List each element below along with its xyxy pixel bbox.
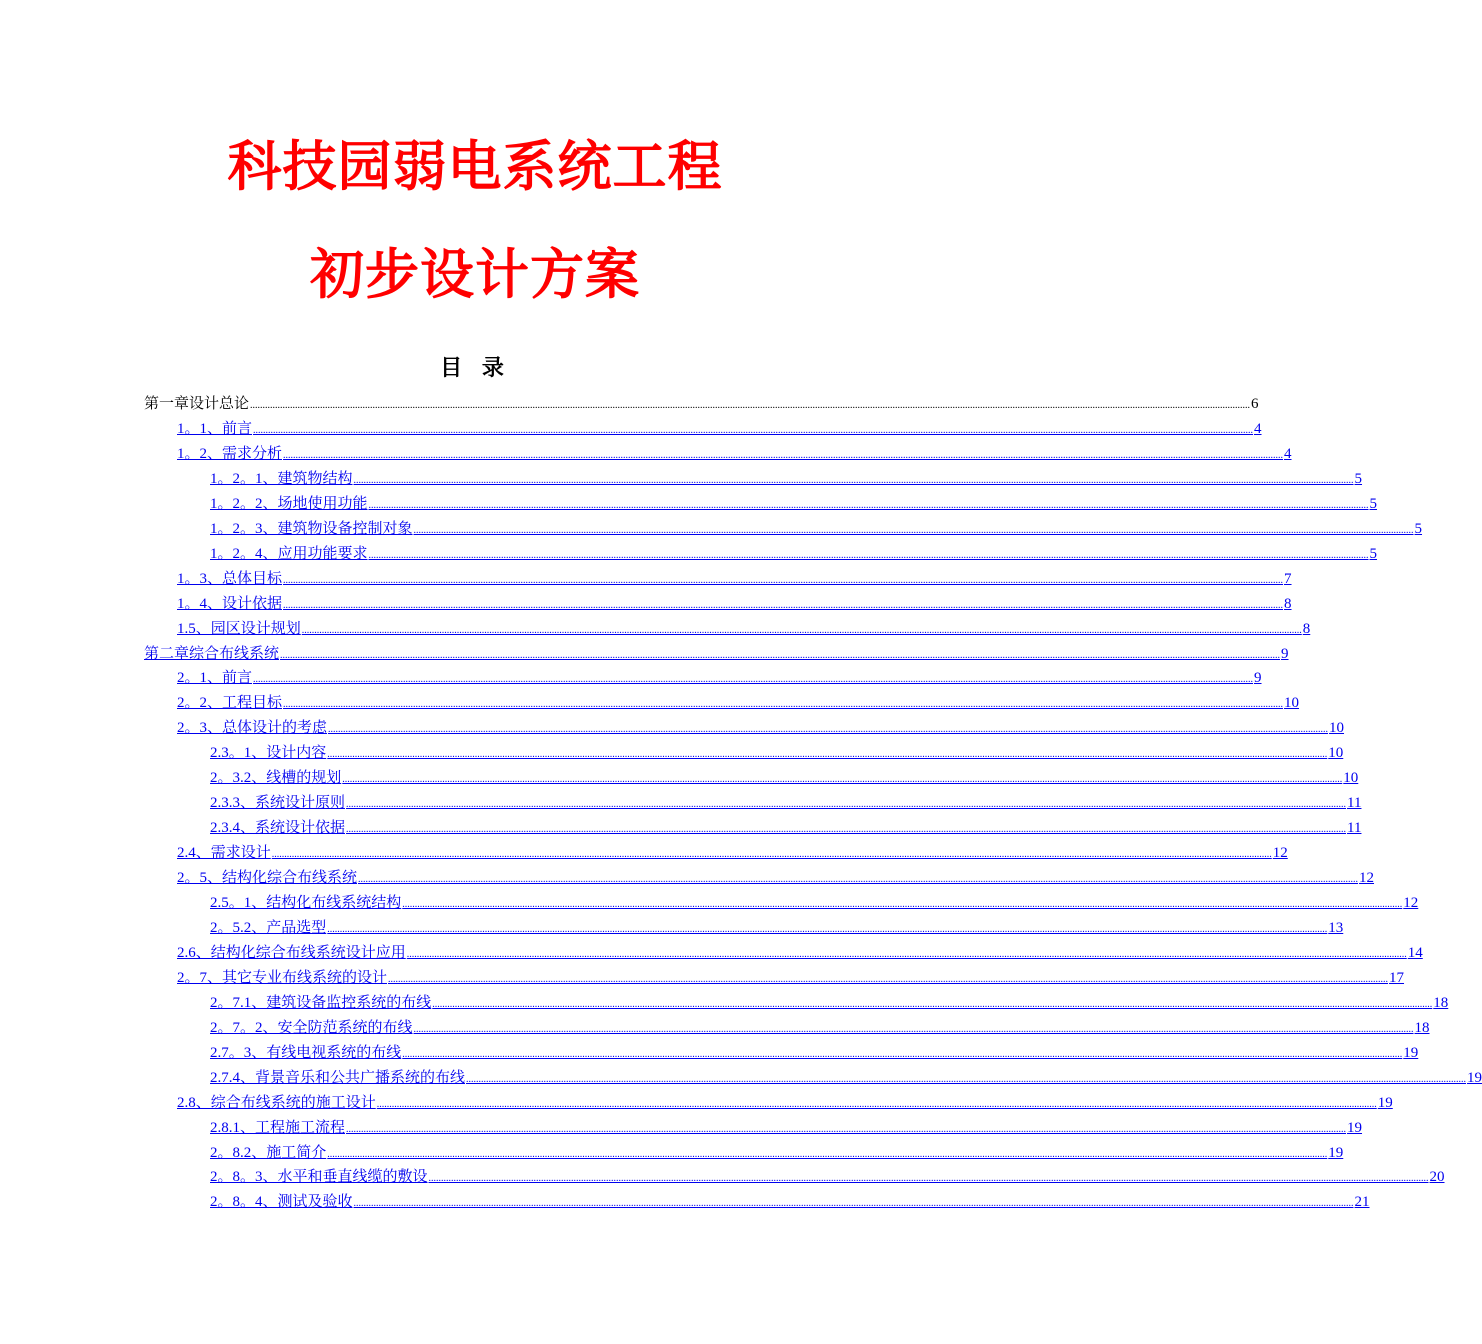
toc-entry-page-number: 21 <box>1354 1194 1370 1210</box>
toc-entry-label: 2。2、工程目标 <box>177 695 283 711</box>
toc-entry-page-number: 8 <box>1284 596 1292 612</box>
toc-entry-label: 2.6、结构化综合布线系统设计应用 <box>177 945 406 961</box>
toc-entry-page-number: 12 <box>1272 845 1288 861</box>
toc-entry-label: 2。7.1、建筑设备监控系统的布线 <box>210 995 432 1011</box>
toc-entry-label: 2。1、前言 <box>177 670 253 686</box>
toc-entry-label: 2。8.2、施工简介 <box>210 1145 327 1161</box>
toc-entry-label: 2.7。3、有线电视系统的布线 <box>210 1045 402 1061</box>
toc-entry-page-number: 11 <box>1347 795 1362 811</box>
toc-entry-page-number: 6 <box>1251 396 1259 412</box>
toc-entry-page-number: 4 <box>1254 421 1262 437</box>
toc-dot-leader: ................................................................................................................................................................................................................................................................................................................................................................................................................ <box>253 674 1254 685</box>
toc-entry[interactable] <box>144 643 1289 663</box>
toc-dot-leader: ................................................................................................................................................................................................................................................................................................................................................................................................................ <box>301 625 1302 636</box>
toc-entry-page-number: 5 <box>1369 546 1378 562</box>
toc-entry[interactable] <box>210 792 1362 812</box>
toc-entry-page-number: 19 <box>1377 1095 1393 1111</box>
toc-dot-leader: ................................................................................................................................................................................................................................................................................................................................................................................................................ <box>342 774 1343 785</box>
toc-entry[interactable] <box>210 1067 1482 1087</box>
toc-entry[interactable] <box>177 867 1375 887</box>
toc-dot-leader: ................................................................................................................................................................................................................................................................................................................................................................................................................ <box>376 1099 1377 1110</box>
toc-dot-leader: ................................................................................................................................................................................................................................................................................................................................................................................................................ <box>413 1024 1414 1035</box>
toc-entry[interactable] <box>210 742 1344 762</box>
toc-entry-label: 2。5.2、产品选型 <box>210 920 327 936</box>
toc-entry[interactable] <box>210 1191 1370 1211</box>
toc-dot-leader: ................................................................................................................................................................................................................................................................................................................................................................................................................ <box>402 899 1403 910</box>
toc-dot-leader: ................................................................................................................................................................................................................................................................................................................................................................................................................ <box>346 799 1347 810</box>
toc-entry-label: 2。3、总体设计的考虑 <box>177 720 328 736</box>
toc-entry-page-number: 10 <box>1284 695 1300 711</box>
toc-entry-page-number: 11 <box>1347 820 1362 836</box>
toc-entry-label: 2.3。1、设计内容 <box>210 745 327 761</box>
toc-dot-leader: ................................................................................................................................................................................................................................................................................................................................................................................................................ <box>466 1074 1467 1085</box>
toc-entry-page-number: 9 <box>1281 646 1289 662</box>
toc-entry-label: 2.5。1、结构化布线系统结构 <box>210 895 402 911</box>
toc-entry[interactable] <box>177 418 1262 438</box>
toc-entry-label: 1。3、总体目标 <box>177 571 283 587</box>
toc-entry[interactable] <box>177 942 1423 962</box>
toc-entry[interactable] <box>210 992 1449 1012</box>
toc-entry-label: 2。8。4、测试及验收 <box>210 1194 353 1210</box>
document-title-line2: 初步设计方案 <box>310 243 640 306</box>
toc-dot-leader: ................................................................................................................................................................................................................................................................................................................................................................................................................ <box>283 575 1284 586</box>
toc-entry-page-number: 10 <box>1343 770 1359 786</box>
toc-dot-leader: ................................................................................................................................................................................................................................................................................................................................................................................................................ <box>327 924 1328 935</box>
toc-entry-label: 1。2。1、建筑物结构 <box>210 471 353 487</box>
toc-dot-leader: ................................................................................................................................................................................................................................................................................................................................................................................................................ <box>283 450 1284 461</box>
toc-entry-label: 2。5、结构化综合布线系统 <box>177 870 358 886</box>
toc-entry-page-number: 17 <box>1389 970 1405 986</box>
toc-entry-label: 2.3.3、系统设计原则 <box>210 795 346 811</box>
toc-dot-leader: ................................................................................................................................................................................................................................................................................................................................................................................................................ <box>428 1173 1429 1184</box>
toc-entry-label: 第一章设计总论 <box>144 396 250 412</box>
toc-dot-leader: ................................................................................................................................................................................................................................................................................................................................................................................................................ <box>327 749 1328 760</box>
toc-entry-page-number: 9 <box>1254 670 1262 686</box>
toc-entry-label: 1。2、需求分析 <box>177 446 283 462</box>
toc-dot-leader: ................................................................................................................................................................................................................................................................................................................................................................................................................ <box>346 1124 1347 1135</box>
toc-dot-leader: ................................................................................................................................................................................................................................................................................................................................................................................................................ <box>327 1149 1328 1160</box>
toc-entry-page-number: 10 <box>1329 720 1345 736</box>
toc-entry[interactable] <box>177 717 1345 737</box>
toc-entry[interactable] <box>210 817 1362 837</box>
toc-entry-page-number: 5 <box>1354 471 1363 487</box>
toc-entry-label: 1。2。3、建筑物设备控制对象 <box>210 521 413 537</box>
toc-entry-page-number: 10 <box>1328 745 1344 761</box>
toc-entry-page-number: 14 <box>1407 945 1423 961</box>
toc-entry-page-number: 13 <box>1328 920 1344 936</box>
toc-entry[interactable] <box>210 892 1419 912</box>
toc-entry-label: 2.3.4、系统设计依据 <box>210 820 346 836</box>
toc-dot-leader: ................................................................................................................................................................................................................................................................................................................................................................................................................ <box>283 699 1284 710</box>
toc-entry[interactable] <box>210 468 1363 488</box>
toc-entry[interactable] <box>210 767 1359 787</box>
toc-entry-label: 2。7、其它专业布线系统的设计 <box>177 970 388 986</box>
toc-entry-page-number: 19 <box>1347 1120 1363 1136</box>
toc-dot-leader: ................................................................................................................................................................................................................................................................................................................................................................................................................ <box>353 475 1354 486</box>
toc-entry-page-number: 5 <box>1369 496 1378 512</box>
toc-dot-leader: ................................................................................................................................................................................................................................................................................................................................................................................................................ <box>328 724 1329 735</box>
toc-dot-leader: ................................................................................................................................................................................................................................................................................................................................................................................................................ <box>280 650 1281 661</box>
toc-entry-label: 1。2。4、应用功能要求 <box>210 546 368 562</box>
toc-entry[interactable] <box>177 443 1292 463</box>
toc-dot-leader: ................................................................................................................................................................................................................................................................................................................................................................................................................ <box>253 425 1254 436</box>
toc-entry-label: 1。1、前言 <box>177 421 253 437</box>
toc-dot-leader: ................................................................................................................................................................................................................................................................................................................................................................................................................ <box>368 500 1369 511</box>
toc-entry-label: 2。7。2、安全防范系统的布线 <box>210 1020 413 1036</box>
toc-entry[interactable] <box>177 967 1405 987</box>
toc-entry-page-number: 12 <box>1359 870 1375 886</box>
toc-dot-leader: ................................................................................................................................................................................................................................................................................................................................................................................................................ <box>353 1198 1354 1209</box>
toc-entry[interactable] <box>177 842 1288 862</box>
toc-entry-page-number: 5 <box>1414 521 1423 537</box>
toc-entry-page-number: 4 <box>1284 446 1292 462</box>
toc-dot-leader: ................................................................................................................................................................................................................................................................................................................................................................................................................ <box>432 999 1433 1010</box>
toc-entry[interactable] <box>210 917 1344 937</box>
toc-entry[interactable] <box>210 1166 1445 1186</box>
toc-dot-leader: ................................................................................................................................................................................................................................................................................................................................................................................................................ <box>283 600 1284 611</box>
toc-entry[interactable] <box>144 393 1259 413</box>
toc-entry-label: 2.8、综合布线系统的施工设计 <box>177 1095 376 1111</box>
toc-entry[interactable] <box>210 1017 1430 1037</box>
toc-entry-label: 1。2。2、场地使用功能 <box>210 496 368 512</box>
toc-heading: 目 录 <box>440 355 510 381</box>
toc-entry-label: 第二章综合布线系统 <box>144 646 280 662</box>
toc-entry-label: 1。4、设计依据 <box>177 596 283 612</box>
toc-entry-page-number: 19 <box>1467 1070 1482 1086</box>
toc-dot-leader: ................................................................................................................................................................................................................................................................................................................................................................................................................ <box>271 849 1272 860</box>
toc-entry[interactable] <box>177 692 1300 712</box>
toc-dot-leader: ................................................................................................................................................................................................................................................................................................................................................................................................................ <box>402 1049 1403 1060</box>
document-title-line1: 科技园弱电系统工程 <box>227 135 723 198</box>
toc-entry[interactable] <box>210 543 1378 563</box>
toc-entry-page-number: 8 <box>1302 621 1311 637</box>
toc-dot-leader: ................................................................................................................................................................................................................................................................................................................................................................................................................ <box>368 550 1369 561</box>
toc-dot-leader: ................................................................................................................................................................................................................................................................................................................................................................................................................ <box>250 400 1251 411</box>
toc-entry-page-number: 18 <box>1414 1020 1430 1036</box>
toc-entry-label: 1.5、园区设计规划 <box>177 621 301 637</box>
toc-entry-page-number: 20 <box>1429 1169 1445 1185</box>
toc-entry[interactable] <box>210 1142 1344 1162</box>
toc-dot-leader: ................................................................................................................................................................................................................................................................................................................................................................................................................ <box>406 949 1407 960</box>
toc-entry-label: 2。3.2、线槽的规划 <box>210 770 342 786</box>
toc-entry-label: 2。8。3、水平和垂直线缆的敷设 <box>210 1169 428 1185</box>
toc-entry[interactable] <box>177 618 1311 638</box>
toc-entry-label: 2.7.4、背景音乐和公共广播系统的布线 <box>210 1070 466 1086</box>
toc-entry-page-number: 7 <box>1284 571 1292 587</box>
toc-entry[interactable] <box>210 1042 1419 1062</box>
toc-entry[interactable] <box>210 1117 1363 1137</box>
toc-dot-leader: ................................................................................................................................................................................................................................................................................................................................................................................................................ <box>346 824 1347 835</box>
toc-entry-page-number: 12 <box>1403 895 1419 911</box>
toc-dot-leader: ................................................................................................................................................................................................................................................................................................................................................................................................................ <box>388 974 1389 985</box>
toc-entry[interactable] <box>210 493 1378 513</box>
toc-entry[interactable] <box>177 1092 1393 1112</box>
toc-entry-label: 2.4、需求设计 <box>177 845 271 861</box>
toc-entry[interactable] <box>177 568 1292 588</box>
toc-entry-page-number: 19 <box>1328 1145 1344 1161</box>
toc-entry-page-number: 19 <box>1403 1045 1419 1061</box>
toc-entry[interactable] <box>177 593 1292 613</box>
toc-entry-label: 2.8.1、工程施工流程 <box>210 1120 346 1136</box>
toc-dot-leader: ................................................................................................................................................................................................................................................................................................................................................................................................................ <box>358 874 1359 885</box>
toc-dot-leader: ................................................................................................................................................................................................................................................................................................................................................................................................................ <box>413 525 1414 536</box>
toc-entry[interactable] <box>210 518 1423 538</box>
toc-entry-page-number: 18 <box>1433 995 1449 1011</box>
toc-entry[interactable] <box>177 667 1262 687</box>
